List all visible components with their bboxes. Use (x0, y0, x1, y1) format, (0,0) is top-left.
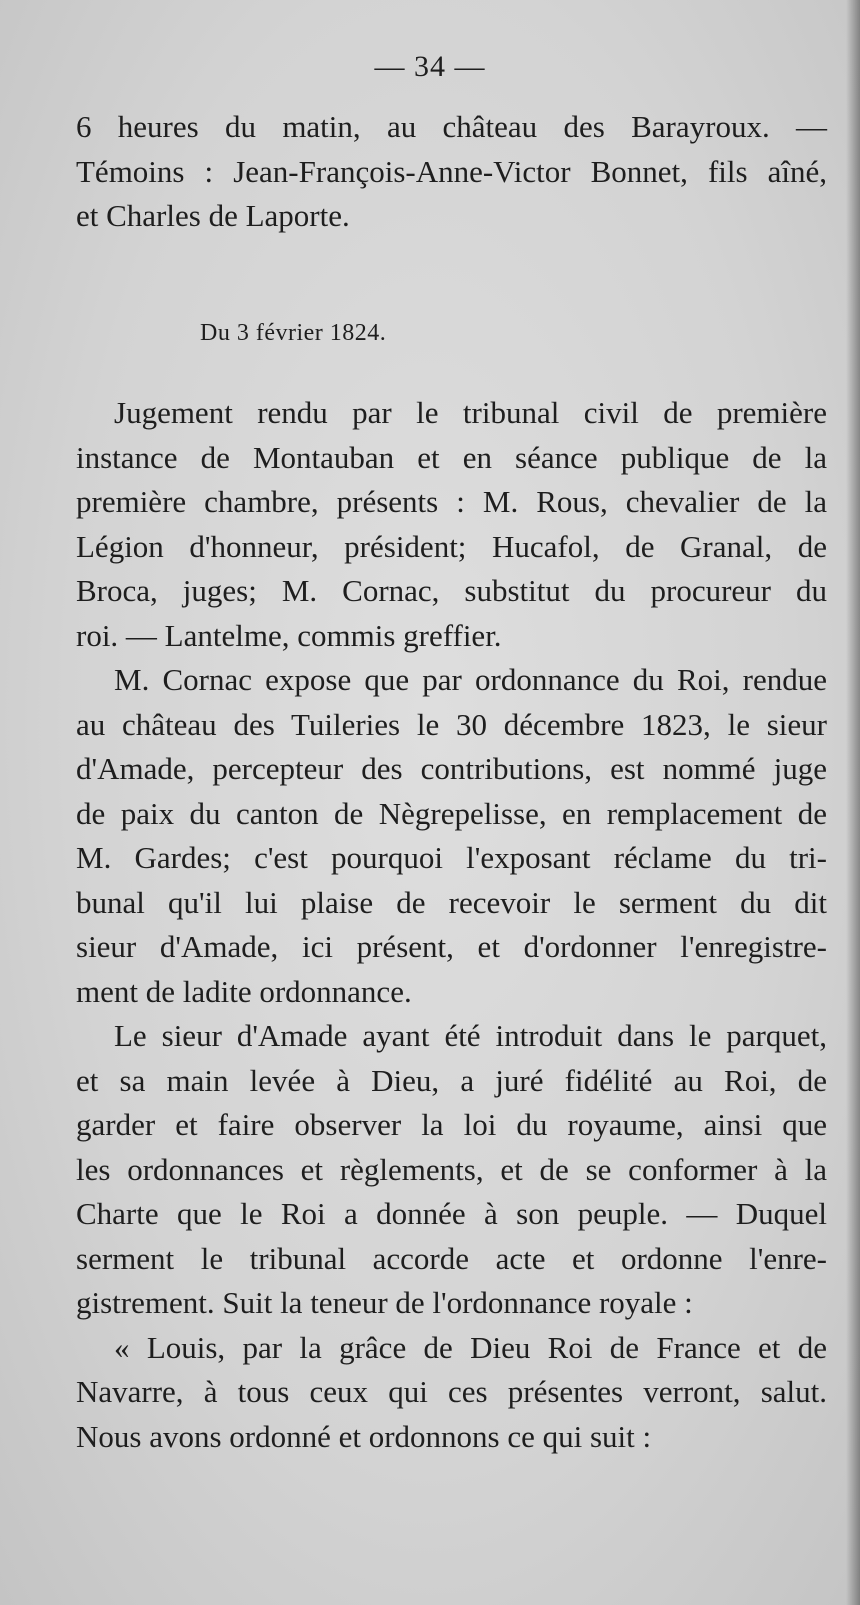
date-heading: Du 3 février 1824. (200, 320, 387, 346)
text-line: 6 heures du matin, au château des Barayroux. — (76, 109, 827, 144)
text-line: « Louis, par la grâce de Dieu Roi de France et de (114, 1329, 827, 1365)
text-line: Le sieur d'Amade ayant été introduit dans le parquet, (114, 1018, 827, 1053)
text-line: serment le tribunal accorde acte et ordonne l'enre- (76, 1240, 827, 1276)
text-line: Navarre, à tous ceux qui ces présentes verront, salut. (76, 1374, 827, 1409)
text-line: ment de ladite ordonnance. (76, 973, 412, 1009)
text-line: d'Amade, percepteur des contributions, est nommé juge (76, 751, 827, 786)
text-line: les ordonnances et règlements, et de se conformer à la (76, 1151, 827, 1187)
text-line: Témoins : Jean-François-Anne-Victor Bonnet, fils aîné, (76, 153, 827, 189)
text-line: Jugement rendu par le tribunal civil de première (114, 395, 827, 430)
paragraph-ordinance (76, 1326, 827, 1460)
text-line: Broca, juges; M. Cornac, substitut du procureur du (76, 573, 827, 608)
paragraph-exposition (76, 658, 827, 1014)
text-line: M. Cornac expose que par ordonnance du Roi, rendue (114, 662, 827, 697)
page-edge-shadow (846, 0, 860, 1605)
text-line: et Charles de Laporte. (76, 198, 350, 233)
text-line: Nous avons ordonné et ordonnons ce qui suit : (76, 1418, 652, 1454)
text-line: Légion d'honneur, président; Hucafol, de Granal, de (76, 528, 827, 564)
text-line: et sa main levée à Dieu, a juré fidélité au Roi, de (76, 1062, 827, 1098)
text-line: roi. — Lantelme, commis greffier. (76, 617, 502, 653)
page-number: — 34 — (374, 50, 486, 83)
paragraph-oath (76, 1014, 827, 1326)
text-line: Charte que le Roi a donnée à son peuple. — Duquel (76, 1196, 827, 1231)
text-line: M. Gardes; c'est pourquoi l'exposant réclame du tri- (76, 840, 827, 875)
text-line: instance de Montauban et en séance publique de la (76, 439, 827, 475)
text-line: au château des Tuileries le 30 décembre 1823, le sieur (76, 706, 827, 742)
intro-paragraph (76, 105, 827, 239)
text-line: sieur d'Amade, ici présent, et d'ordonner l'enregistre- (76, 929, 827, 964)
text-line: gistrement. Suit la teneur de l'ordonnance royale : (76, 1285, 693, 1320)
text-line: de paix du canton de Nègrepelisse, en remplacement de (76, 795, 827, 831)
text-line: bunal qu'il lui plaise de recevoir le serment du dit (76, 884, 827, 920)
judgment-text (76, 391, 827, 1459)
paragraph-judgment (76, 391, 827, 658)
text-line: première chambre, présents : M. Rous, chevalier de la (76, 484, 827, 519)
text-line: garder et faire observer la loi du royaume, ainsi que (76, 1107, 827, 1142)
